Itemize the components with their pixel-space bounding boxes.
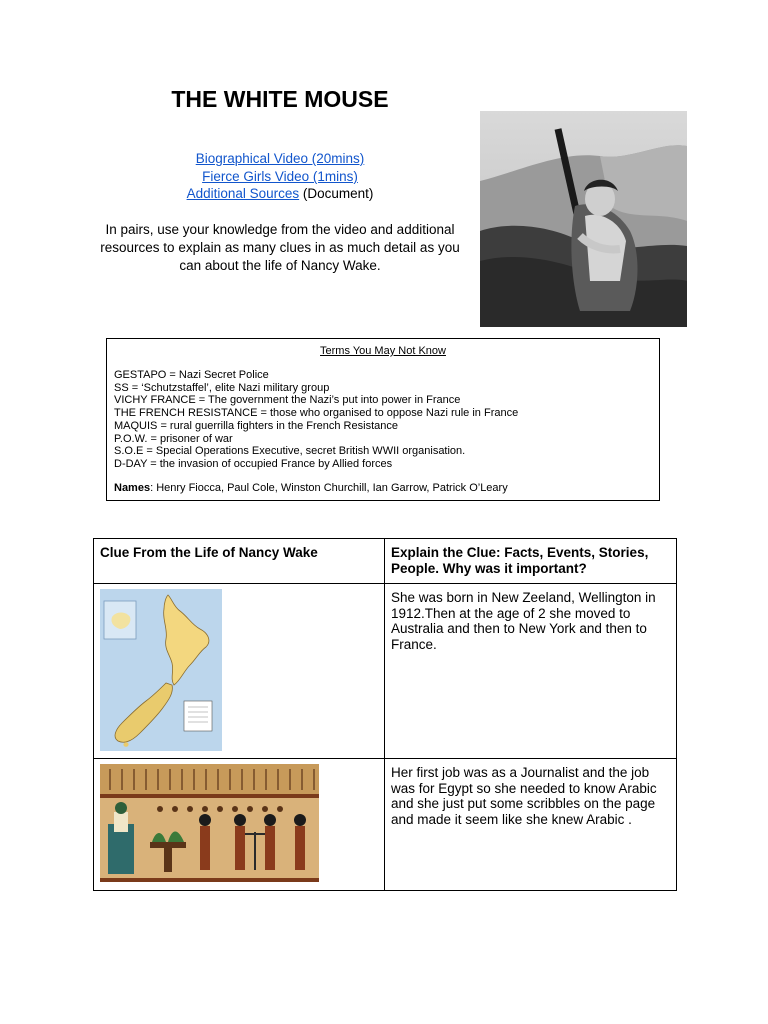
link-line-additional-sources	[130, 185, 430, 203]
page-title: THE WHITE MOUSE	[171, 86, 389, 112]
term-item: D-DAY = the invasion of occupied France by Allied forces	[114, 457, 393, 470]
additional-sources-suffix: (Document)	[299, 186, 374, 201]
fierce-girls-video-link[interactable]: Fierce Girls Video (1mins)	[202, 169, 358, 184]
table-row	[94, 584, 677, 759]
clue-column-header: Clue From the Life of Nancy Wake	[100, 545, 318, 560]
terms-heading: Terms You May Not Know	[320, 345, 446, 357]
table-row	[94, 759, 677, 891]
explanation-cell	[385, 584, 677, 759]
link-line-fierce-girls	[130, 168, 430, 186]
term-item: GESTAPO = Nazi Secret Police	[114, 369, 269, 381]
table-header-cell	[94, 539, 385, 584]
table-header-cell	[385, 539, 677, 584]
clue-cell	[94, 759, 385, 891]
terms-box	[106, 338, 660, 501]
term-item: THE FRENCH RESISTANCE = those who organised to oppose Nazi rule in France	[114, 407, 519, 420]
names-value: : Henry Fiocca, Paul Cole, Winston Churchill, Ian Garrow, Patrick O’Leary	[150, 482, 508, 494]
names-line	[114, 482, 508, 494]
term-item: SS = ‘Schutzstaffel’, elite Nazi military group	[114, 381, 330, 394]
term-item: VICHY FRANCE = The government the Nazi’s put into power in France	[114, 394, 461, 407]
term-item: P.O.W. = prisoner of war	[114, 432, 233, 445]
term-item: S.O.E = Special Operations Executive, secret British WWII organisation.	[114, 445, 466, 458]
explanation-cell	[385, 759, 677, 891]
biographical-video-link[interactable]: Biographical Video (20mins)	[195, 151, 365, 166]
names-label: Names	[114, 482, 151, 494]
explanation-text: Her first job was as a Journalist and the job was for Egypt so she needed to know Arabic and she just put some scribbles on the page and made it seem like she knew Arabic .	[391, 765, 657, 827]
clue-table	[93, 538, 677, 891]
table-header-row	[94, 539, 677, 584]
explanation-column-header: Explain the Clue: Facts, Events, Stories, People. Why was it important?	[391, 545, 649, 576]
term-item: MAQUIS = rural guerrilla fighters in the French Resistance	[114, 419, 398, 432]
terms-list	[114, 369, 518, 471]
clue-cell	[94, 584, 385, 759]
new-zealand-map-image	[100, 589, 222, 751]
explanation-text: She was born in New Zeeland, Wellington in 1912.Then at the age of 2 she moved to Australia and then to New York and then to France.	[391, 590, 656, 652]
nancy-wake-photo	[480, 111, 687, 327]
instructions-text: In pairs, use your knowledge from the video and additional resources to explain as many clues in as much detail as you can about the life of Nancy Wake.	[100, 222, 460, 273]
egyptian-hieroglyphics-image	[100, 764, 319, 882]
link-line-biographical	[130, 150, 430, 168]
additional-sources-link[interactable]: Additional Sources	[186, 186, 300, 201]
